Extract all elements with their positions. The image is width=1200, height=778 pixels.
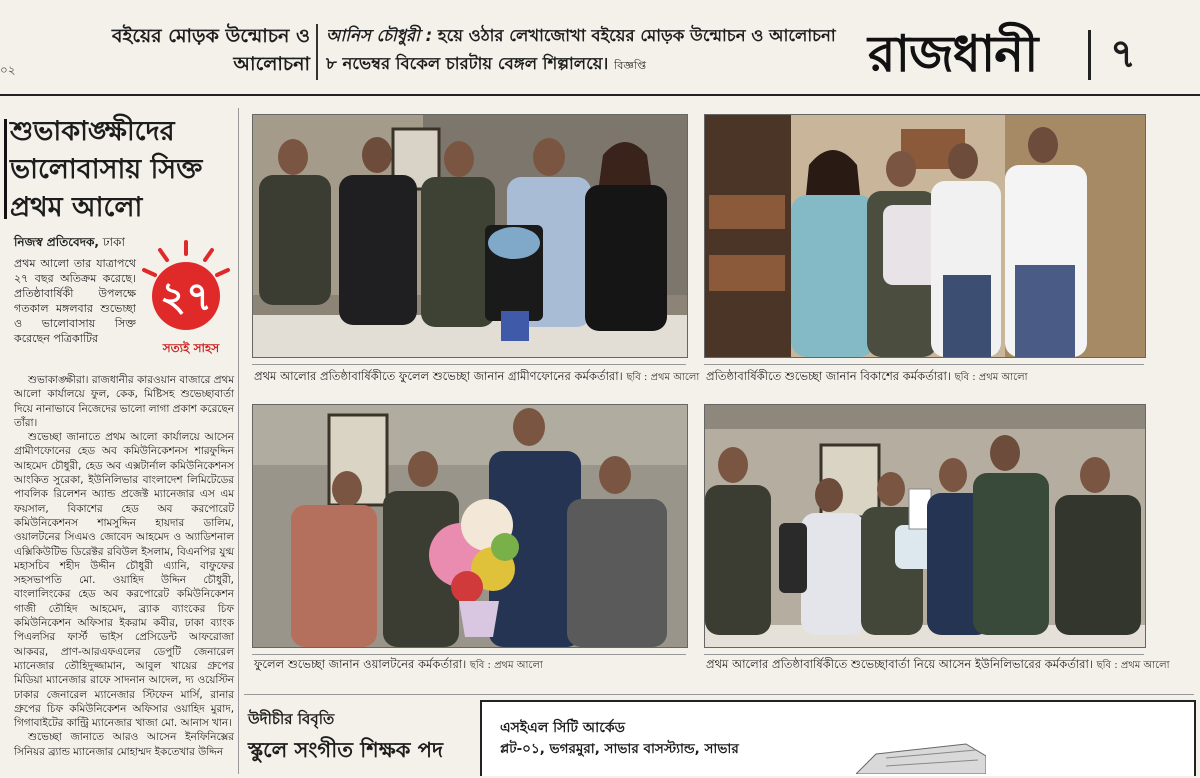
caption-text: ফুলেল শুভেচ্ছা জানান ওয়ালটনের কর্মকর্তারা। <box>254 657 467 671</box>
caption-text: প্রথম আলোর প্রতিষ্ঠাবার্ষিকীতে শুভেচ্ছাবার্তা নিয়ে আসেন ইউনিলিভারের কর্মকর্তারা। <box>706 657 1093 671</box>
udichi-kicker: উদীচীর বিবৃতি <box>248 710 335 728</box>
photo-caption <box>254 656 543 674</box>
anniversary-logo <box>138 238 234 356</box>
udichi-headline: স্কুলে সংগীত শিক্ষক পদ <box>248 738 444 762</box>
masthead-divider <box>1088 30 1091 80</box>
caption-rule <box>704 654 1144 655</box>
article-intro: প্রথম আলো তার যাত্রাপথে ২৭ বছর অতিক্রম করেছে। প্রতিষ্ঠাবার্ষিকী উপলক্ষে গতকাল মঙ্গলবার শুভেচ্ছা ও ভালোবাসায় সিক্ত করেছেন পত্রিকাটির <box>14 257 136 345</box>
article-body <box>14 373 234 759</box>
caption-rule <box>704 364 1144 365</box>
promo-heading: বইয়ের মোড়ক উন্মোচন ও আলোচনা <box>111 25 310 75</box>
article-paragraph: শুভেচ্ছা জানাতে আরও আসেন ইনফিনিক্সের সিনিয়র ব্র্যান্ড ম্যানেজার মোহাম্মদ ইকতেখার উদ্দিন <box>14 731 234 758</box>
promo-body: হয়ে ওঠার লেখাজোখা বইয়ের মোড়ক উন্মোচন ও আলোচনা ৮ নভেম্বর বিকেল চারটায় বেঙ্গল শিল্পালয়ে। <box>326 26 836 73</box>
promo-author: আনিস চৌধুরী : <box>326 26 433 45</box>
photo-unilever <box>704 404 1146 648</box>
caption-text: প্রতিষ্ঠাবার্ষিকীতে শুভেচ্ছা জানান বিকাশের কর্মকর্তারা। <box>706 369 951 383</box>
photo-walton <box>252 404 688 648</box>
photo-credit: ছবি : প্রথম আলো <box>1096 660 1170 671</box>
photo-credit: ছবি : প্রথম আলো <box>469 660 543 671</box>
caption-rule <box>252 364 686 365</box>
article-headline: শুভাকাঙ্ক্ষীদের ভালোবাসায় সিক্ত প্রথম আলো <box>10 116 203 223</box>
article-byline <box>14 234 125 254</box>
headline-bar <box>4 119 7 219</box>
photo-grameenphone <box>252 114 688 358</box>
ad-address: প্লট-০১, ভগরমুরা, সাভার বাসস্ট্যান্ড, সাভার <box>500 741 739 757</box>
masthead: রাজধানী <box>868 24 1038 83</box>
photo-caption <box>254 368 699 386</box>
byline-author: নিজস্ব প্রতিবেদক, <box>14 235 99 249</box>
promo-text <box>326 22 846 80</box>
caption-rule <box>252 654 686 655</box>
byline-city: ঢাকা <box>98 235 125 249</box>
section-rule <box>244 694 1194 695</box>
photo-credit: ছবি : প্রথম আলো <box>954 372 1028 383</box>
page-number-left: ০২ <box>0 63 16 77</box>
article-paragraph: শুভেচ্ছা জানাতে প্রথম আলো কার্যালয়ে আসেন গ্রামীণফোনের হেড অব কমিউনিকেশনস শারফুদ্দিন আহমেদ চৌধুরী, হেড অব এক্সটার্নাল কমিউনিকেশনস আংকিত সুরেকা, ইউনিলিভার বাংলাদেশ লিমিটেডের পাবলিক রিলেশন অ্যান্ড প্রজেক্ট ম্যানেজার এস এম ফয়সাল, বিকাশের হেড অব করপোরেট কমিউনিকেশনস শামসুদ্দিন হায়দার ডালিম, ওয়ালটনের সিএমও জোবেদ আহমেদ ও অ্যাডিশনাল এক্সিকিউটিভ ডিরেক্টর রবিউল ইসলাম, বিএনপির যুগ্ম মহাসচিব শহীদ উদ্দীন চৌধুরী এ্যানি, বাফুফের সহসভাপতি মো. ওয়াহিদ উদ্দিন চৌধুরী, বাংলালিংকের হেড অব করপোরেট কমিউনিকেশন গাজী তৌহিদ আহমেদ, ব্র্যাক ব্যাংকের চিফ কমিউনিকেশন অফিসার ইকরাম কবীর, ঢাকা ব্যাংক পিএলসির ফার্স্ট ভাইস প্রেসিডেন্ট আফরোজা আকবর, প্রাণ-আরএফএলের ডেপুটি জেনারেল ম্যানেজার তৌহিদুজ্জামান, আবুল খায়ের গ্রুপের মিডিয়া ম্যানেজার রাফে সাদনান আদেল, দ্য ওয়েস্টিন ঢাকার জেনারেল ম্যানেজার স্টিফেন মার্সি, রানার গ্রুপের চিফ কমিউনিকেশন অফিসার ওয়াহিদ মুরাদ, গিগাবাইটের কান্ট্রি ম্যানেজার খাজা মো. আনাস খান। <box>14 431 234 730</box>
promo-divider <box>316 24 318 80</box>
article-paragraph: শুভাকাঙ্ক্ষীরা। রাজধানীর কারওয়ান বাজারে প্রথম আলো কার্যালয়ে ফুল, কেক, মিষ্টিসহ শুভেচ্ছাবার্তা দিয়ে নানাভাবে নিজেদের ভালো লাগা প্রকাশ করেছেন তাঁরা। <box>14 374 234 429</box>
promo-tag: বিজ্ঞপ্তি <box>614 59 647 72</box>
logo-number: ২৭ <box>159 274 213 320</box>
header-rule <box>0 94 1200 96</box>
caption-text: প্রথম আলোর প্রতিষ্ঠাবার্ষিকীতে ফুলেল শুভেচ্ছা জানান গ্রামীণফোনের কর্মকর্তারা। <box>254 369 623 383</box>
photo-credit: ছবি : প্রথম আলো <box>626 372 700 383</box>
photo-bkash <box>704 114 1146 358</box>
photo-caption <box>706 368 1028 386</box>
ad-title: এসইএল সিটি আর্কেড <box>500 720 625 736</box>
logo-caption: সত্যই সাহস <box>162 341 220 355</box>
building-illustration <box>856 736 986 774</box>
column-rule <box>238 108 239 774</box>
photo-caption <box>706 656 1170 674</box>
page-number: ৭ <box>1110 31 1137 77</box>
